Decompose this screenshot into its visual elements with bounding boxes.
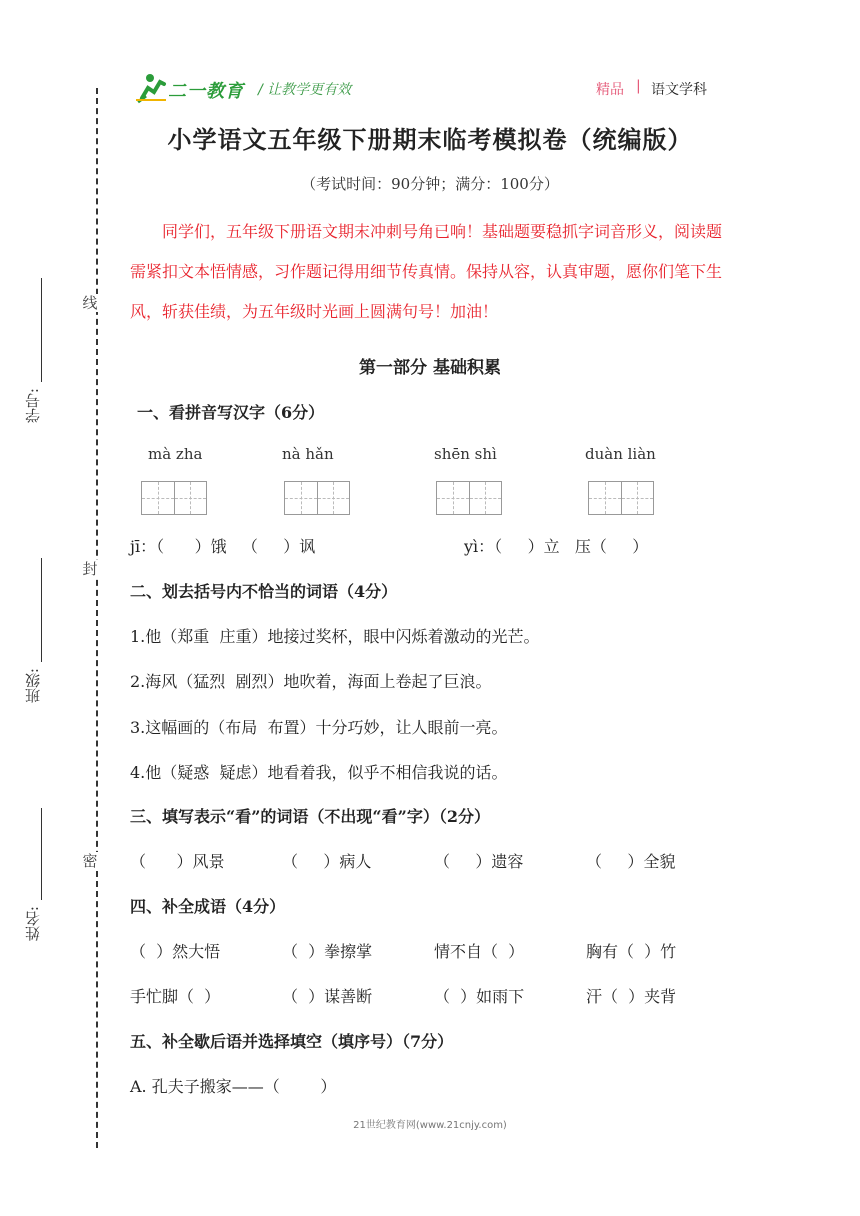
exam-info: （考试时间：90分钟；满分：100分） — [301, 175, 559, 193]
q3-item-4: （ ）全貌 — [586, 852, 676, 871]
class-label: 班级: — [24, 668, 42, 704]
q2-item-3: 3.这幅画的（布局 布置）十分巧妙，让人眼前一亮。 — [130, 718, 508, 737]
page-footer: 21世纪教育网(www.21cnjy.com) — [353, 1120, 507, 1131]
page-title: 小学语文五年级下册期末临考模拟卷（统编版） — [167, 125, 693, 154]
writing-grid-4[interactable] — [588, 481, 654, 515]
q3-item-3: （ ）遗容 — [434, 852, 524, 871]
q4-r1-3: 情不自（ ） — [434, 942, 525, 961]
binding-dashed-line — [96, 88, 98, 1148]
brand-label: 精品 — [596, 82, 624, 98]
binding-word-xian: 线 — [82, 294, 98, 312]
name-label: 姓名: — [24, 906, 42, 942]
binding-word-feng: 封 — [82, 560, 98, 578]
pinyin-1: mà zha — [148, 445, 203, 463]
q2-heading: 二、划去括号内不恰当的词语（4分） — [130, 582, 398, 601]
q3-item-1: （ ）风景 — [130, 852, 225, 871]
logo-text: 二一教育 — [168, 81, 244, 102]
intro-paragraph: 同学们，五年级下册语文期末冲刺号角已响！基础题要稳抓字词音形义，阅读题需紧扣文本悟情感，习作题记得用细节传真情。保持从容，认真审题，愿你们笔下生风，斩获佳绩，为五年级时光画上圆满句号！加油！ — [130, 222, 723, 321]
binding-word-mi: 密 — [82, 852, 98, 870]
q5-item-a: A. 孔夫子搬家——（ ） — [130, 1077, 337, 1096]
pinyin-3: shēn shì — [434, 445, 497, 463]
q4-heading: 四、补全成语（4分） — [130, 897, 286, 916]
q4-r1-2: （ ）拳擦掌 — [282, 942, 373, 961]
q1-heading: 一、看拼音写汉字（6分） — [137, 403, 325, 422]
q2-item-1: 1.他（郑重 庄重）地接过奖杯，眼中闪烁着激动的光芒。 — [130, 627, 540, 646]
name-line[interactable] — [41, 808, 42, 900]
slogan: / 让教学更有效 — [258, 82, 352, 98]
q4-r2-3: （ ）如雨下 — [434, 987, 525, 1006]
q3-heading: 三、填写表示“看”的词语（不出现“看”字）（2分） — [130, 807, 490, 826]
q1-line-ji: jī：（ ）饿 （ ）讽 — [130, 537, 316, 556]
class-line[interactable] — [41, 558, 42, 662]
q4-r1-4: 胸有（ ）竹 — [586, 942, 677, 961]
subject-label: 语文学科 — [651, 82, 707, 98]
q1-line-yi: yì：（ ）立 压（ ） — [464, 537, 649, 556]
pinyin-4: duàn liàn — [585, 445, 656, 463]
writing-grid-1[interactable] — [141, 481, 207, 515]
q4-r2-4: 汗（ ）夹背 — [586, 987, 677, 1006]
q5-heading: 五、补全歇后语并选择填空（填序号）（7分） — [130, 1032, 454, 1051]
q4-r1-1: （ ）然大悟 — [130, 942, 221, 961]
q2-item-2: 2.海风（猛烈 剧烈）地吹着，海面上卷起了巨浪。 — [130, 672, 492, 691]
part-one-title: 第一部分 基础积累 — [359, 358, 501, 378]
brand-separator: | — [636, 78, 641, 94]
pinyin-2: nà hǎn — [282, 445, 334, 463]
q3-item-2: （ ）病人 — [282, 852, 372, 871]
q2-item-4: 4.他（疑惑 疑虑）地看着我，似乎不相信我说的话。 — [130, 763, 508, 782]
writing-grid-2[interactable] — [284, 481, 350, 515]
q4-r2-1: 手忙脚（ ） — [130, 987, 221, 1006]
writing-grid-3[interactable] — [436, 481, 502, 515]
q4-r2-2: （ ）谋善断 — [282, 987, 373, 1006]
student-id-label: 学号: — [24, 388, 42, 424]
